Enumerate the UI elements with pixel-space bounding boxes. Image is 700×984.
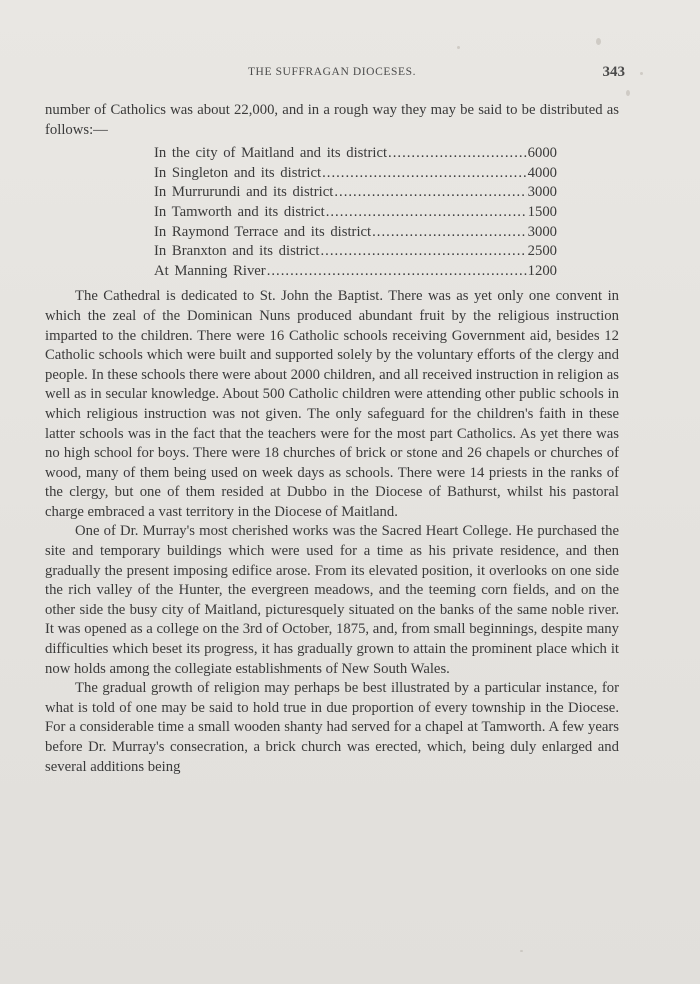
distribution-row — [154, 183, 557, 203]
distribution-count: 4000 — [527, 164, 557, 181]
distribution-count: 1200 — [527, 262, 557, 279]
distribution-place: In Branxton and its district — [154, 243, 320, 260]
distribution-count: 2500 — [527, 243, 557, 260]
distribution-place: In Raymond Terrace and its district — [154, 223, 372, 240]
distribution-row — [154, 262, 557, 282]
distribution-place: In Singleton and its district — [154, 164, 322, 181]
distribution-count: 3000 — [527, 184, 557, 201]
page-header — [0, 66, 700, 84]
leader-dots — [267, 262, 527, 282]
distribution-row — [154, 242, 557, 262]
distribution-count: 1500 — [527, 203, 557, 220]
paper-speck — [520, 950, 523, 952]
distribution-row — [154, 203, 557, 223]
page-body — [45, 101, 619, 777]
paper-speck — [626, 90, 630, 96]
distribution-place: In Tamworth and its district — [154, 203, 325, 220]
distribution-place: In the city of Maitland and its district — [154, 145, 388, 162]
leader-dots — [326, 203, 527, 223]
page-number: 343 — [602, 64, 625, 80]
leader-dots — [372, 223, 527, 243]
distribution-count: 3000 — [527, 223, 557, 240]
running-head: THE SUFFRAGAN DIOCESES. — [247, 66, 417, 78]
paper-speck — [457, 46, 460, 49]
distribution-count: 6000 — [527, 145, 557, 162]
leader-dots — [388, 144, 527, 164]
intro-paragraph: number of Catholics was about 22,000, and in a rough way they may be said to be distributed as follows:— — [45, 102, 619, 138]
distribution-row — [154, 164, 557, 184]
distribution-row — [154, 223, 557, 243]
body-paragraph: One of Dr. Murray's most cherished works was the Sacred Heart College. He purchased the site and temporary buildings which were used for a time as his private residence, and then gradually the present imposing edifice arose. From its elevated position, it overlooks on one side the rich valley of the Hunter, the evergreen meadows, and the teeming corn fields, and on the other side the busy city of Maitland, picturesquely situated on the banks of the same noble river. It was opened as a college on the 3rd of October, 1875, and, from small beginnings, despite many difficulties which beset its progress, it has gradually grown to attain the prominent place which it now holds among the collegiate establishments of New South Wales. — [45, 523, 619, 677]
leader-dots — [320, 242, 526, 262]
distribution-place: At Manning River — [154, 262, 266, 279]
leader-dots — [322, 164, 527, 184]
distribution-table — [154, 144, 557, 281]
body-paragraph: The gradual growth of religion may perhaps be best illustrated by a particular instance, for what is told of one may be said to hold true in due proportion of every township in the Diocese. For a considerable time a small wooden shanty had served for a chapel at Tamworth. A few years before Dr. Murray's consecration, a brick church was erected, which, being duly enlarged and several additions being — [45, 680, 619, 775]
distribution-row — [154, 144, 557, 164]
paper-speck — [596, 38, 601, 45]
body-paragraph: The Cathedral is dedicated to St. John the Baptist. There was as yet only one convent in which the zeal of the Dominican Nuns produced abundant fruit by the religious instruction imparted to the children. There were 16 Catholic schools receiving Government aid, besides 12 Catholic schools which were built and supported solely by the voluntary efforts of the clergy and people. In these schools there were about 2000 children, and all received instruction in religion as well as in secular knowledge. About 500 Catholic children were attending other public schools in which religious instruction was not given. The only safeguard for the children's faith in these latter schools was in the fact that the teachers were for the most part Catholics. As yet there was no high school for boys. There were 18 churches of brick or stone and 26 chapels or churches of wood, many of them being used on week days as schools. There were 14 priests in the ranks of the clergy, but one of them resided at Dubbo in the Diocese of Bathurst, whilst his pastoral charge embraced a vast territory in the Diocese of Maitland. — [45, 288, 619, 520]
leader-dots — [334, 183, 526, 203]
distribution-place: In Murrurundi and its district — [154, 184, 334, 201]
